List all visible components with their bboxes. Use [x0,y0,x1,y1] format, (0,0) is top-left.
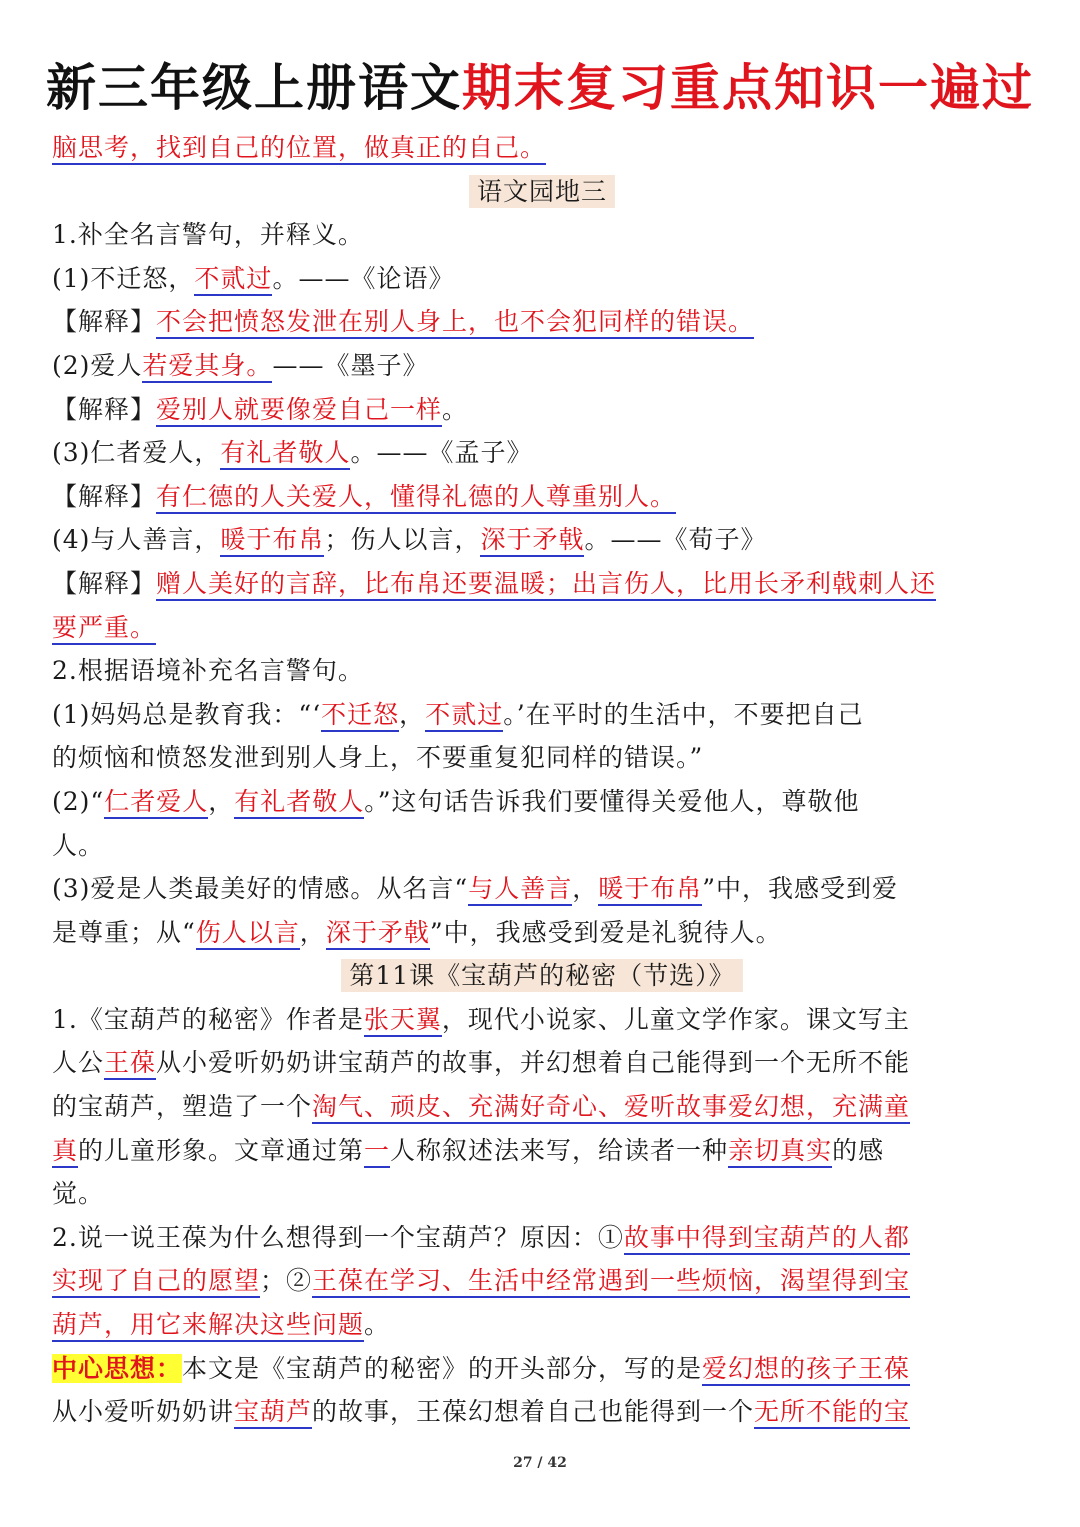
text-segment: 的宝葫芦，塑造了一个 [52,1092,313,1122]
text-segment: (4)与人善言， [52,525,221,555]
explanation-4-cont [52,606,1032,650]
question-1 [52,213,1032,257]
title-part2: 期末复习重点知识一遍过 [462,59,1034,117]
text-segment: 2.根据语境补充名言警句。 [52,656,364,686]
text-segment: 是尊重；从“ [52,917,196,947]
text-segment: 从小爱听奶奶讲 [52,1397,235,1427]
text-segment: ；② [260,1266,313,1296]
answer-text: 无所不能的宝 [754,1397,910,1429]
answer-text: 与人善言 [468,874,572,906]
answer-text: 王葆 [104,1048,156,1080]
answer-text: 张天翼 [364,1005,442,1037]
explanation-2 [52,388,1032,432]
central-idea-label: 中心思想： [52,1353,183,1383]
text-segment: 人。 [52,830,105,860]
text-segment: (2)“ [52,786,105,816]
answer-text: 淘气、顽皮、充满好奇心、爱听故事爱幻想，充满童 [312,1092,910,1124]
lesson-q1-line1 [52,998,1032,1042]
text-segment: 第11课《宝葫芦的秘密（节选）》 [341,959,742,992]
text-segment: 的感 [832,1135,885,1165]
answer-text: 有礼者敬人 [234,787,364,819]
text-segment: (1)妈妈总是教育我：“‘ [52,699,322,729]
text-segment: 1.《宝葫芦的秘密》作者是 [52,1004,364,1034]
answer-text: 一 [364,1136,390,1168]
text-segment: 。’在平时的生活中，不要把自己 [503,699,864,729]
text-segment: ， [572,874,599,904]
text-segment: 。 [442,394,469,424]
page-number: 27 / 42 [513,1455,567,1471]
text-segment: ；伤人以言， [324,525,481,555]
answer-text: 爱别人就要像爱自己一样 [156,395,442,427]
central-idea-line1 [52,1347,1032,1391]
text-segment: 觉。 [52,1179,105,1209]
text-segment: 人称叙述法来写，给读者一种 [390,1135,729,1165]
context-2 [52,780,1032,824]
page-title [0,56,1080,120]
text-segment: 【解释】 [52,394,157,424]
context-1-cont [52,736,1032,780]
answer-text: 有仁德的人关爱人，懂得礼德的人尊重别人。 [156,482,676,514]
text-segment: 。”这句话告诉我们要懂得关爱他人，尊敬他 [364,786,860,816]
answer-text: 故事中得到宝葫芦的人都 [624,1223,910,1255]
answer-text: 葫芦，用它来解决这些问题 [52,1310,364,1342]
text-segment: ，现代小说家、儿童文学作家。课文写主 [441,1004,910,1034]
text-segment: ”中，我感受到爱 [702,874,899,904]
answer-text: 深于矛戟 [326,918,430,950]
answer-text: 不贰过 [425,700,503,732]
explanation-3 [52,475,1032,519]
text-segment: (1)不迁怒， [52,263,195,293]
text-segment: 。 [364,1310,391,1340]
text-segment: 【解释】 [52,568,157,598]
question-2 [52,649,1032,693]
text-segment: 1.补全名言警句，并释义。 [52,220,364,250]
lesson-q1-line5 [52,1172,1032,1216]
central-idea-line2 [52,1390,1032,1434]
answer-text: 实现了自己的愿望 [52,1266,260,1298]
proverb-1 [52,257,1032,301]
answer-text: 深于矛戟 [480,525,584,557]
section-heading [52,170,1032,214]
text-segment: 。——《孟子》 [350,438,533,468]
lesson-q2-line2 [52,1259,1032,1303]
text-segment: (3)仁者爱人， [52,438,221,468]
answer-text: 王葆在学习、生活中经常遇到一些烦恼，渴望得到宝 [312,1266,910,1298]
answer-text: 仁者爱人 [104,787,208,819]
proverb-3 [52,431,1032,475]
text-segment: ， [299,917,326,947]
text-segment: 本文是《宝葫芦的秘密》的开头部分，写的是 [182,1353,703,1383]
text-segment: 人公 [52,1048,105,1078]
answer-text: 宝葫芦 [234,1397,312,1429]
text-segment: ”中，我感受到爱是礼貌待人。 [429,917,782,947]
answer-text: 赠人美好的言辞，比布帛还要温暖；出言伤人，比用长矛利戟刺人还 [156,569,936,601]
text-segment: 的故事，王葆幻想着自己也能得到一个 [312,1397,755,1427]
lesson-heading [52,954,1032,998]
explanation-1 [52,300,1032,344]
lesson-q2-line1 [52,1216,1032,1260]
context-3 [52,867,1032,911]
answer-text: 暖于布帛 [220,525,324,557]
answer-text: 不会把愤怒发泄在别人身上，也不会犯同样的错误。 [156,307,754,339]
answer-text: 要严重。 [52,613,156,645]
context-2-cont [52,824,1032,868]
context-3-cont [52,911,1032,955]
lesson-q2-line3 [52,1303,1032,1347]
context-1 [52,693,1032,737]
document-body [52,126,1032,1434]
title-part1: 新三年级上册语文 [46,59,462,117]
answer-text: 脑思考，找到自己的位置，做真正的自己。 [52,133,546,165]
proverb-4 [52,518,1032,562]
text-segment: ， [399,699,426,729]
text-segment: 的烦恼和愤怒发泄到别人身上，不要重复犯同样的错误。” [52,743,704,773]
text-segment: 。——《论语》 [272,263,455,293]
text-line [52,126,1032,170]
text-segment: (2)爱人 [52,350,143,380]
text-segment: 2.说一说王葆为什么想得到一个宝葫芦？原因：① [52,1222,624,1252]
answer-text: 不贰过 [194,264,272,296]
text-segment: ——《墨子》 [272,350,429,380]
answer-text: 有礼者敬人 [220,438,350,470]
text-segment: 的儿童形象。文章通过第 [78,1135,365,1165]
text-segment: 从小爱听奶奶讲宝葫芦的故事，并幻想着自己能得到一个无所不能 [156,1048,911,1078]
text-segment: (3)爱是人类最美好的情感。从名言“ [52,874,469,904]
text-segment: ， [208,786,235,816]
answer-text: 暖于布帛 [598,874,702,906]
lesson-q1-line3 [52,1085,1032,1129]
answer-text: 若爱其身。 [142,351,272,383]
lesson-q1-line4 [52,1129,1032,1173]
answer-text: 不迁怒 [321,700,399,732]
lesson-q1-line2 [52,1041,1032,1085]
answer-text: 真 [52,1136,78,1168]
answer-text: 亲切真实 [728,1136,832,1168]
text-segment: 语文园地三 [469,175,615,208]
proverb-2 [52,344,1032,388]
text-segment: 。——《荀子》 [584,525,767,555]
text-segment: 【解释】 [52,307,157,337]
explanation-4 [52,562,1032,606]
answer-text: 爱幻想的孩子王葆 [702,1354,910,1386]
answer-text: 伤人以言 [196,918,300,950]
text-segment: 【解释】 [52,481,157,511]
